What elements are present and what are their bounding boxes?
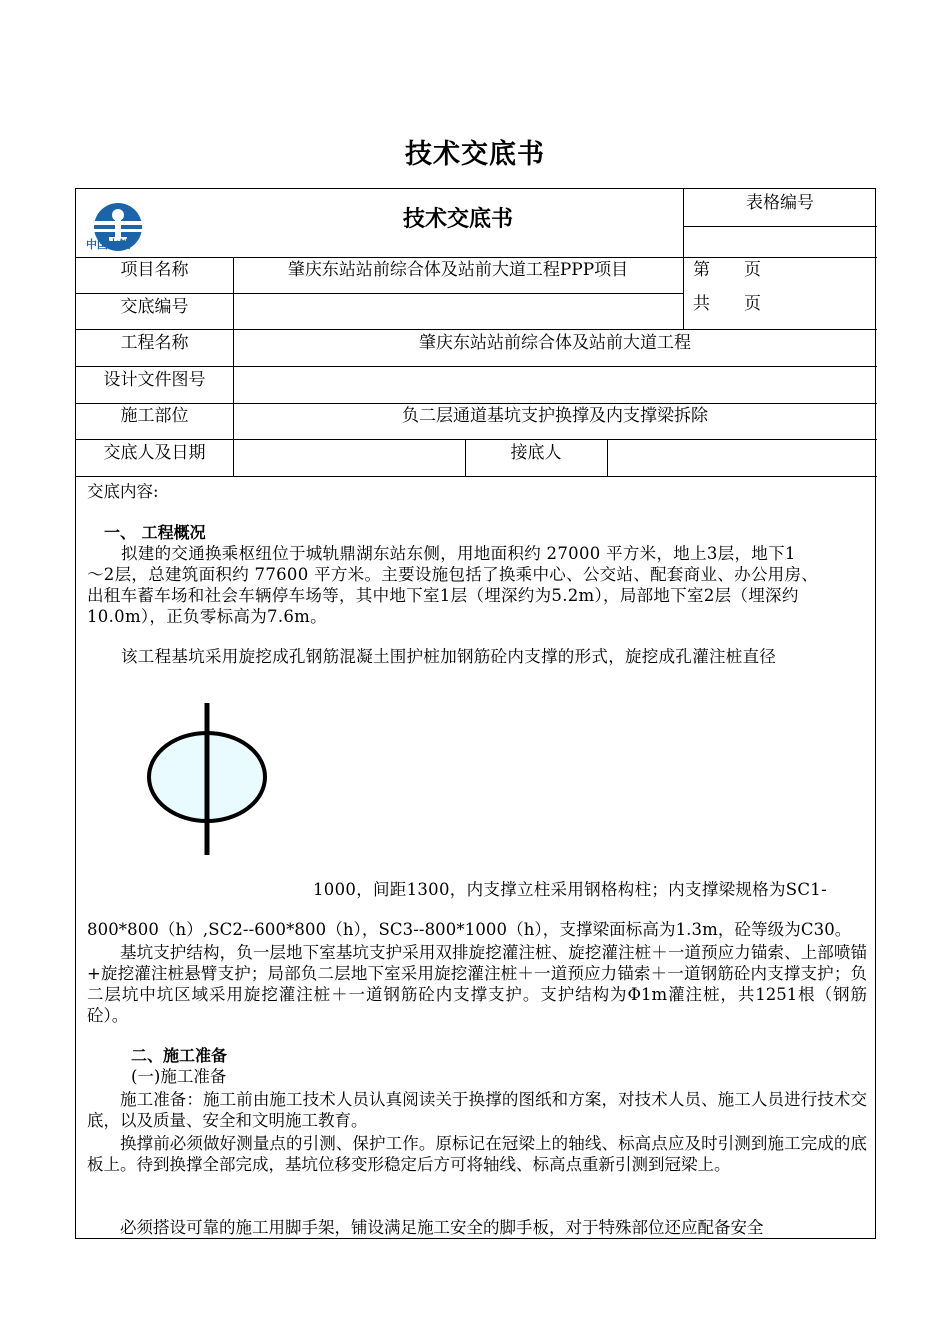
page-title: 技术交底书	[405, 139, 545, 170]
form-code-label: 表格编号	[746, 193, 814, 213]
total-pages-label: 共 页	[693, 294, 761, 314]
content-label: 交底内容:	[87, 482, 159, 501]
section-title-overview: 一、 工程概况	[104, 523, 206, 542]
paragraph-preparation: 施工准备：施工前由施工技术人员认真阅读关于换撑的图纸和方案，对技术人员、施工人员进行技术交底，以及质量、安全和文明施工教育。	[87, 1090, 867, 1130]
project-name-label: 项目名称	[120, 260, 189, 280]
paragraph-survey: 换撑前必须做好测量点的引测、保护工作。原标记在冠梁上的轴线、标高点应及时引测到施工完成的底板上。待到换撑全部完成，基坑位移变形稳定后方可将轴线、标高点重新引测到冠梁上。	[87, 1134, 867, 1174]
disclosure-no-label: 交底编号	[120, 297, 189, 317]
design-drawing-label: 设计文件图号	[103, 370, 206, 390]
paragraph-support-structure: 基坑支护结构，负一层地下室基坑支护采用双排旋挖灌注桩、旋挖灌注桩＋一道预应力锚索、上部喷锚+旋挖灌注桩悬臂支护；局部负二层地下室采用旋挖灌注桩＋一道预应力锚索＋一道钢筋砼内支撑支护；负二层坑中坑区域采用旋挖灌注桩＋一道钢筋砼内支撑支护。支护结构为Φ1m灌注桩，共1251根（钢筋砼）。	[87, 943, 867, 1025]
grid-line	[76, 257, 877, 258]
paragraph-line: 出租车蓄车场和社会车辆停车场等，其中地下室1层（埋深约为5.2m），局部地下室2层（埋深约	[87, 586, 799, 605]
construction-part-label: 施工部位	[120, 406, 189, 426]
grid-line	[76, 366, 877, 367]
paragraph-line: 1000，间距1300，内支撑立柱采用钢格构柱；内支撑梁规格为SC1-	[313, 880, 827, 899]
grid-line	[76, 329, 877, 330]
paragraph-line: ～2层，总建筑面积约 77600 平方米。主要设施包括了换乘中心、公交站、配套商业、办公用房、	[87, 565, 819, 584]
phi-diameter-symbol	[142, 699, 272, 859]
grid-line	[76, 293, 683, 294]
grid-line	[76, 403, 877, 404]
paragraph-line: 10.0m），正负零标高为7.6m。	[87, 607, 327, 626]
grid-line	[683, 226, 877, 227]
paragraph-scaffold: 必须搭设可靠的施工用脚手架，铺设满足施工安全的脚手板，对于特殊部位还应配备安全	[120, 1218, 764, 1237]
disclosure-form	[75, 188, 876, 1239]
form-title: 技术交底书	[402, 206, 513, 232]
paragraph-line: 拟建的交通换乘枢纽位于城轨鼎湖东站东侧，用地面积约 27000 平方米，地上3层，地下1	[121, 544, 796, 563]
grid-line	[76, 476, 877, 477]
paragraph-line: 800*800（h）,SC2--600*800（h），SC3--800*1000（h），支撑梁面标高为1.3m，砼等级为C30。	[87, 920, 852, 939]
logo-text: 中国中铁	[86, 238, 130, 251]
subsection-title: (一)施工准备	[131, 1067, 227, 1086]
paragraph-line: 该工程基坑采用旋挖成孔钢筋混凝土围护桩加钢筋砼内支撑的形式，旋挖成孔灌注桩直径	[121, 647, 777, 666]
grid-line	[233, 257, 234, 476]
engineering-name-value[interactable]: 肇庆东站站前综合体及站前大道工程	[419, 333, 691, 353]
grid-line	[76, 439, 877, 440]
construction-part-value[interactable]: 负二层通道基坑支护换撑及内支撑梁拆除	[402, 406, 708, 426]
discloser-label: 交底人及日期	[103, 443, 206, 463]
page-number-label: 第 页	[693, 260, 761, 280]
project-name-value[interactable]: 肇庆东站站前综合体及站前大道工程PPP项目	[287, 260, 629, 280]
grid-line	[607, 439, 608, 476]
engineering-name-label: 工程名称	[120, 333, 189, 353]
section-title-preparation: 二、施工准备	[131, 1046, 228, 1065]
receiver-label: 接底人	[510, 443, 562, 463]
